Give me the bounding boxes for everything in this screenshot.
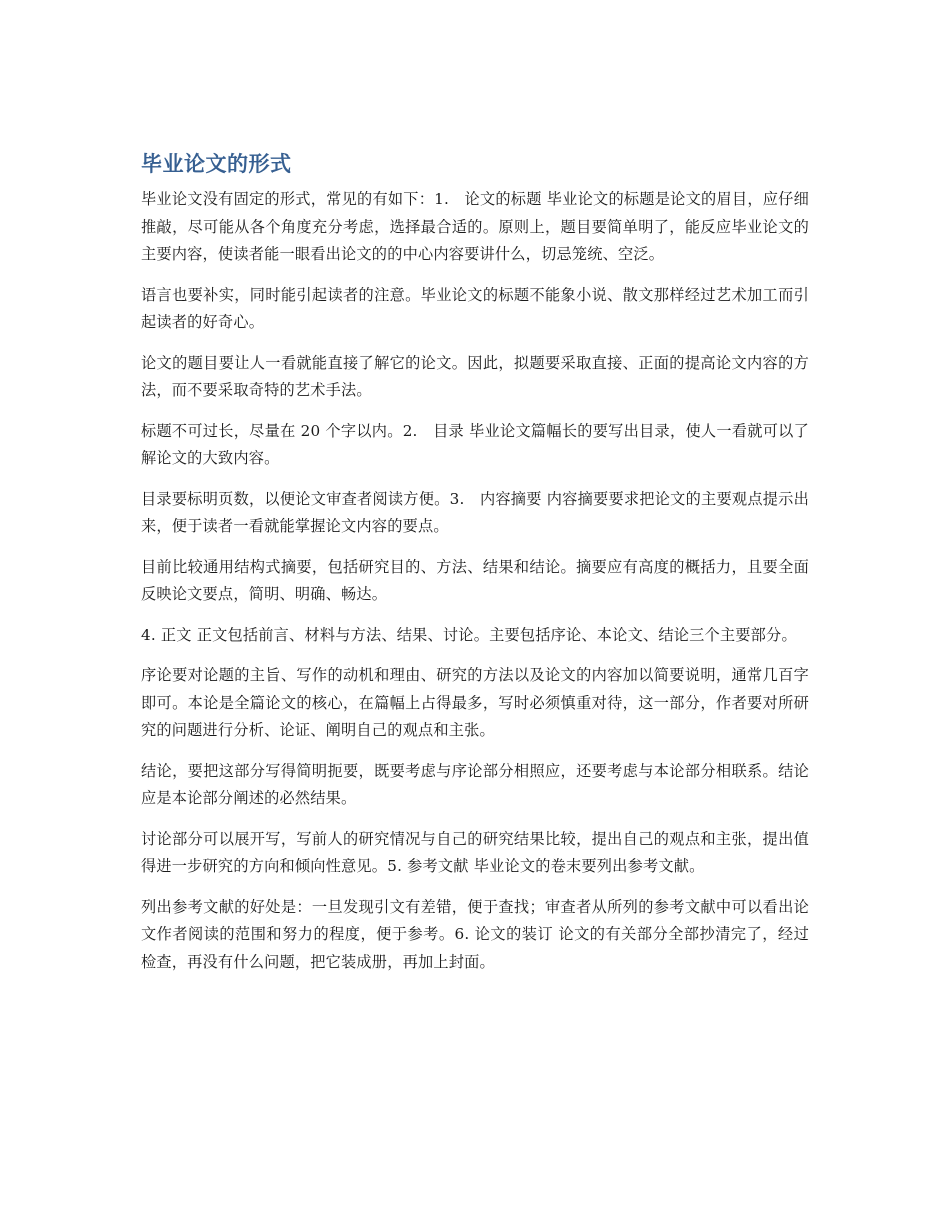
paragraph: 列出参考文献的好处是：一旦发现引文有差错，便于查找；审查者从所列的参考文献中可以看出论文作者阅读的范围和努力的程度，便于参考。6. 论文的装订 论文的有关部分全部抄清完了，经过检查，再没有什么问题，把它装成册，再加上封面。 <box>141 897 809 971</box>
paragraph: 语言也要补实，同时能引起读者的注意。毕业论文的标题不能象小说、散文那样经过艺术加工而引起读者的好奇心。 <box>141 285 809 331</box>
paragraph: 序论要对论题的主旨、写作的动机和理由、研究的方法以及论文的内容加以简要说明，通常几百字即可。本论是全篇论文的核心，在篇幅上占得最多，写时必须慎重对待，这一部分，作者要对所研究的问题进行分析、论证、阐明自己的观点和主张。 <box>141 666 809 739</box>
paragraph: 讨论部分可以展开写，写前人的研究情况与自己的研究结果比较，提出自己的观点和主张，提出值得进一步研究的方向和倾向性意见。5. 参考文献 毕业论文的卷末要列出参考文献。 <box>141 829 809 875</box>
paragraph: 标题不可过长，尽量在 20 个字以内。2. 目录 毕业论文篇幅长的要写出目录，使人一看就可以了解论文的大致内容。 <box>141 421 809 467</box>
document-title: 毕业论文的形式 <box>141 152 292 176</box>
paragraph: 结论，要把这部分写得简明扼要，既要考虑与序论部分相照应，还要考虑与本论部分相联系。结论应是本论部分阐述的必然结果。 <box>141 761 809 807</box>
paragraph: 目前比较通用结构式摘要，包括研究目的、方法、结果和结论。摘要应有高度的概括力，且要全面反映论文要点，简明、明确、畅达。 <box>141 557 809 603</box>
paragraph: 4. 正文 正文包括前言、材料与方法、结果、讨论。主要包括序论、本论文、结论三个主要部分。 <box>141 625 797 644</box>
paragraph: 论文的题目要让人一看就能直接了解它的论文。因此，拟题要采取直接、正面的提高论文内容的方法，而不要采取奇特的艺术手法。 <box>141 353 809 399</box>
document-page <box>141 148 809 989</box>
paragraph: 毕业论文没有固定的形式，常见的有如下：1. 论文的标题 毕业论文的标题是论文的眉目，应仔细推敲，尽可能从各个角度充分考虑，选择最合适的。原则上，题目要简单明了，能反应毕业论文的主要内容，使读者能一眼看出论文的的中心内容要讲什么，切忌笼统、空泛。 <box>141 190 809 263</box>
paragraph: 目录要标明页数，以便论文审查者阅读方便。3. 内容摘要 内容摘要要求把论文的主要观点提示出来，便于读者一看就能掌握论文内容的要点。 <box>141 489 809 535</box>
